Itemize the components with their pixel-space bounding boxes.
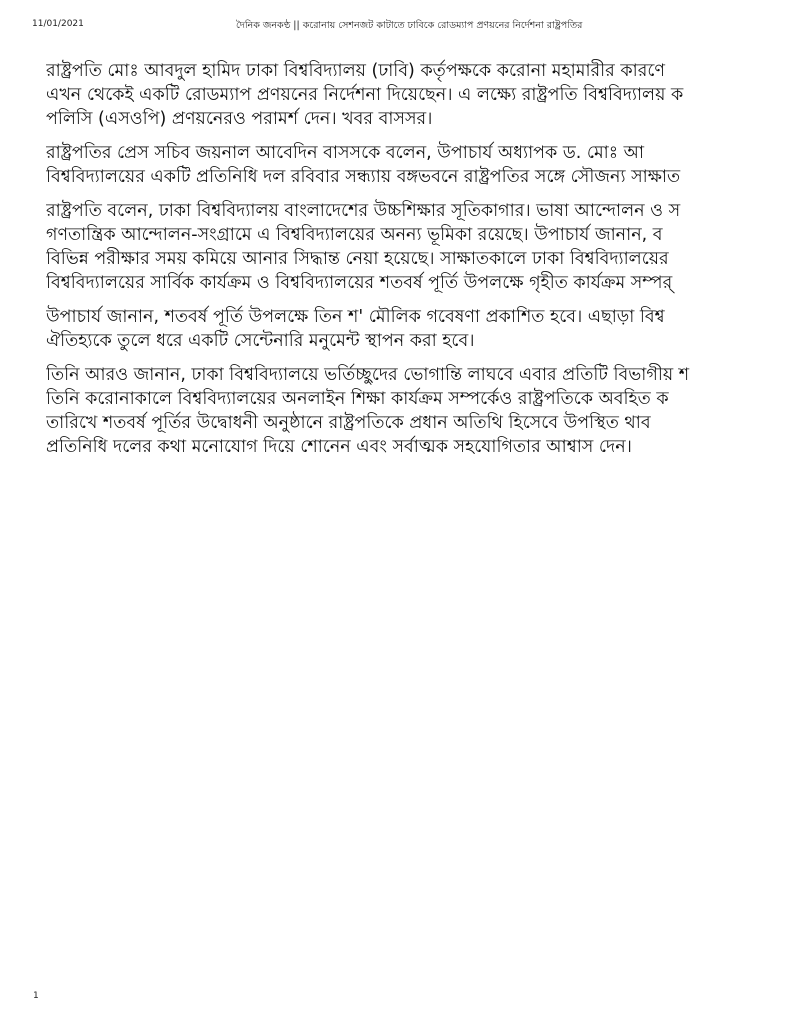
- article-paragraph: [46, 305, 791, 353]
- print-page-title: দৈনিক জনকণ্ঠ || করোনায় সেশনজট কাটাতে ঢাবিকে রোডম্যাপ প্রণয়নের নির্দেশনা রাষ্ট্রপতির: [236, 20, 583, 31]
- text-line: উপাচার্য জানান, শতবর্ষ পূর্তি উপলক্ষে তিন শ' মৌলিক গবেষণা প্রকাশিত হবে। এছাড়া বিশ্ব: [46, 307, 665, 327]
- article-body: [46, 59, 791, 529]
- article-paragraph: [46, 199, 791, 295]
- article-paragraph: [46, 59, 791, 131]
- text-line: পলিসি (এসওপি) প্রণয়নেরও পরামর্শ দেন। খবর বাসসর।: [46, 109, 433, 129]
- print-date: 11/01/2021: [32, 19, 84, 29]
- text-line: রাষ্ট্রপতি বলেন, ঢাকা বিশ্ববিদ্যালয় বাংলাদেশের উচ্চশিক্ষার সূতিকাগার। ভাষা আন্দোলন ও স: [46, 201, 681, 221]
- text-line: ঐতিহ্যকে তুলে ধরে একটি সেন্টেনারি মনুমেন্ট স্থাপন করা হবে।: [46, 331, 475, 351]
- print-header: [0, 0, 791, 40]
- page-number: 1: [33, 991, 39, 1001]
- text-line: বিশ্ববিদ্যালয়ের একটি প্রতিনিধি দল রবিবার সন্ধ্যায় বঙ্গভবনে রাষ্ট্রপতির সঙ্গে সৌজন্য সাক্ষাত: [46, 167, 681, 187]
- text-line: বিভিন্ন পরীক্ষার সময় কমিয়ে আনার সিদ্ধান্ত নেয়া হয়েছে। সাক্ষাতকালে ঢাকা বিশ্ববিদ্যালয়ের: [46, 249, 669, 269]
- text-line: তিনি আরও জানান, ঢাকা বিশ্ববিদ্যালয়ে ভর্তিচ্ছুদের ভোগান্তি লাঘবে এবার প্রতিটি বিভাগীয় শ: [46, 365, 690, 385]
- text-line: এখন থেকেই একটি রোডম্যাপ প্রণয়নের নির্দেশনা দিয়েছেন। এ লক্ষ্যে রাষ্ট্রপতি বিশ্ববিদ্যালয় ক: [46, 85, 684, 105]
- article-paragraph: [46, 363, 791, 459]
- text-line: রাষ্ট্রপতির প্রেস সচিব জয়নাল আবেদিন বাসসকে বলেন, উপাচার্য অধ্যাপক ড. মোঃ আ: [46, 143, 645, 163]
- text-line: বিশ্ববিদ্যালয়ের সার্বিক কার্যক্রম ও বিশ্ববিদ্যালয়ের শতবর্ষ পূর্তি উপলক্ষে গৃহীত কার্যক্রম সম্পর্: [46, 273, 673, 293]
- text-line: তারিখে শতবর্ষ পূর্তির উদ্বোধনী অনুষ্ঠানে রাষ্ট্রপতিকে প্রধান অতিথি হিসেবে উপস্থিত থাব: [46, 413, 651, 433]
- article-paragraph: [46, 141, 791, 189]
- text-line: গণতান্ত্রিক আন্দোলন-সংগ্রামে এ বিশ্ববিদ্যালয়ের অনন্য ভূমিকা রয়েছে। উপাচার্য জানান, ব: [46, 225, 663, 245]
- text-line: রাষ্ট্রপতি মোঃ আবদুল হামিদ ঢাকা বিশ্ববিদ্যালয় (ঢাবি) কর্তৃপক্ষকে করোনা মহামারীর কারণে: [46, 61, 665, 81]
- text-line: প্রতিনিধি দলের কথা মনোযোগ দিয়ে শোনেন এবং সর্বাত্মক সহযোগিতার আশ্বাস দেন।: [46, 437, 632, 457]
- text-line: তিনি করোনাকালে বিশ্ববিদ্যালয়ের অনলাইন শিক্ষা কার্যক্রম সম্পর্কেও রাষ্ট্রপতিকে অবহিত ক: [46, 389, 669, 409]
